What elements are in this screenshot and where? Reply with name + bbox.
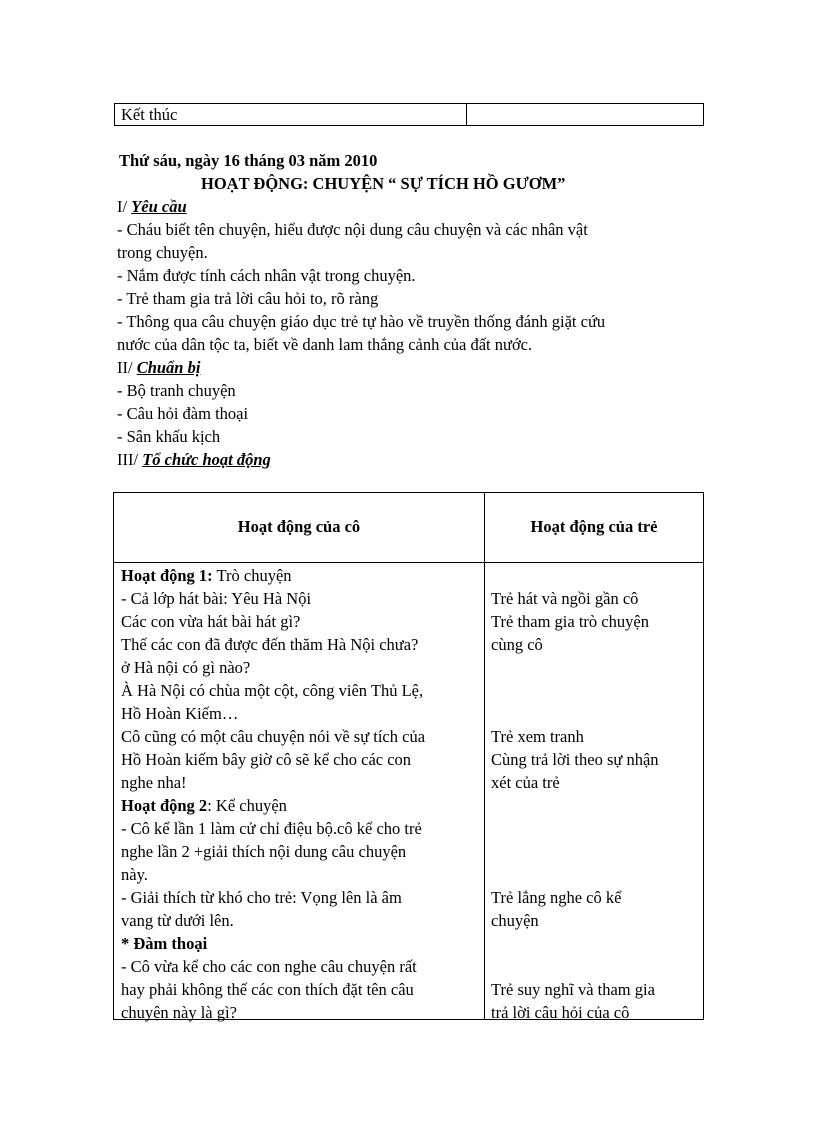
teacher-line: - Cô vừa kể cho các con nghe câu chuyện rất: [121, 957, 417, 976]
child-line: Trẻ lắng nghe cô kể: [491, 888, 622, 907]
teacher-line: vang từ dưới lên.: [121, 911, 234, 930]
section3-number: III/: [117, 450, 139, 469]
section1-number: I/: [117, 197, 128, 216]
section3-heading: [117, 449, 271, 471]
section2-title: Chuẩn bị: [136, 358, 201, 377]
teacher-line: Hồ Hoàn kiếm bây giờ cô sẽ kể cho các con: [121, 750, 412, 769]
teacher-line: * Đàm thoại: [121, 934, 208, 953]
teacher-line: Cô cũng có một câu chuyện nói về sự tích của: [121, 727, 426, 746]
child-line: Trẻ suy nghĩ và tham gia: [491, 980, 655, 999]
teacher-line: Các con vừa hát bài hát gì?: [121, 612, 301, 631]
section1-line: - Trẻ tham gia trả lời câu hỏi to, rõ ràng: [117, 289, 379, 308]
section2-line: - Câu hỏi đàm thoại: [117, 404, 249, 423]
section1-title: Yêu cầu: [131, 197, 187, 216]
teacher-line: Hồ Hoàn Kiếm…: [121, 704, 239, 723]
section1-line: - Nắm được tính cách nhân vật trong chuyện.: [117, 266, 416, 285]
teacher-line: - Cả lớp hát bài: Yêu Hà Nội: [121, 589, 312, 608]
teacher-line: nghe lần 2 +giải thích nội dung câu chuyện: [121, 842, 407, 861]
table-column-divider: [484, 493, 485, 1019]
header-child-activity: Hoạt động của trẻ: [530, 517, 658, 536]
teacher-line: - Cô kể lần 1 làm cử chỉ điệu bộ.cô kể cho trẻ: [121, 819, 422, 838]
section1-line: nước của dân tộc ta, biết về danh lam thắng cảnh của đất nước.: [117, 335, 533, 354]
child-line: xét của trẻ: [491, 773, 560, 792]
teacher-line: này.: [121, 865, 148, 884]
section1-heading: [117, 196, 187, 218]
section2-number: II/: [117, 358, 133, 377]
child-line: Trẻ tham gia trò chuyện: [491, 612, 649, 631]
teacher-line: Hoạt động 2: Kể chuyện: [121, 796, 287, 815]
teacher-line: hay phải không thế các con thích đặt tên câu: [121, 980, 414, 999]
teacher-line: Hoạt động 1: Trò chuyện: [121, 566, 292, 585]
section3-title: Tổ chức hoạt động: [142, 450, 271, 469]
child-line: Trẻ hát và ngồi gần cô: [491, 589, 639, 608]
child-line: Trẻ xem tranh: [491, 727, 584, 746]
date-line: Thứ sáu, ngày 16 tháng 03 năm 2010: [119, 151, 378, 170]
section1-line: - Cháu biết tên chuyện, hiểu được nội dung câu chuyện và các nhân vật: [117, 220, 588, 239]
table-header-divider: [114, 562, 703, 563]
teacher-line: Thế các con đã được đến thăm Hà Nội chưa?: [121, 635, 419, 654]
child-line: cùng cô: [491, 635, 543, 654]
section1-line: - Thông qua câu chuyện giáo dục trẻ tự hào về truyền thống đánh giặt cứu: [117, 312, 606, 331]
teacher-line: chuyện này là gì?: [121, 1003, 237, 1022]
section2-heading: [117, 357, 200, 379]
previous-table-end: [114, 103, 704, 126]
top-table-cell-left: Kết thúc: [115, 104, 467, 125]
header-teacher-activity: Hoạt động của cô: [237, 517, 361, 536]
section2-line: - Bộ tranh chuyện: [117, 381, 236, 400]
child-line: chuyện: [491, 911, 539, 930]
child-line: trả lời câu hỏi của cô: [491, 1003, 630, 1022]
activity-title: HOẠT ĐỘNG: CHUYỆN “ SỰ TÍCH HỒ GƯƠM”: [201, 174, 566, 193]
teacher-line: ở Hà nội có gì nào?: [121, 658, 251, 677]
section1-line: trong chuyện.: [117, 243, 208, 262]
child-line: Cùng trả lời theo sự nhận: [491, 750, 659, 769]
section2-line: - Sân khấu kịch: [117, 427, 221, 446]
teacher-line: - Giải thích từ khó cho trẻ: Vọng lên là âm: [121, 888, 402, 907]
teacher-line: À Hà Nội có chùa một cột, công viên Thủ Lệ,: [121, 681, 424, 700]
teacher-line: nghe nha!: [121, 773, 187, 792]
activity-table: [113, 492, 704, 1020]
